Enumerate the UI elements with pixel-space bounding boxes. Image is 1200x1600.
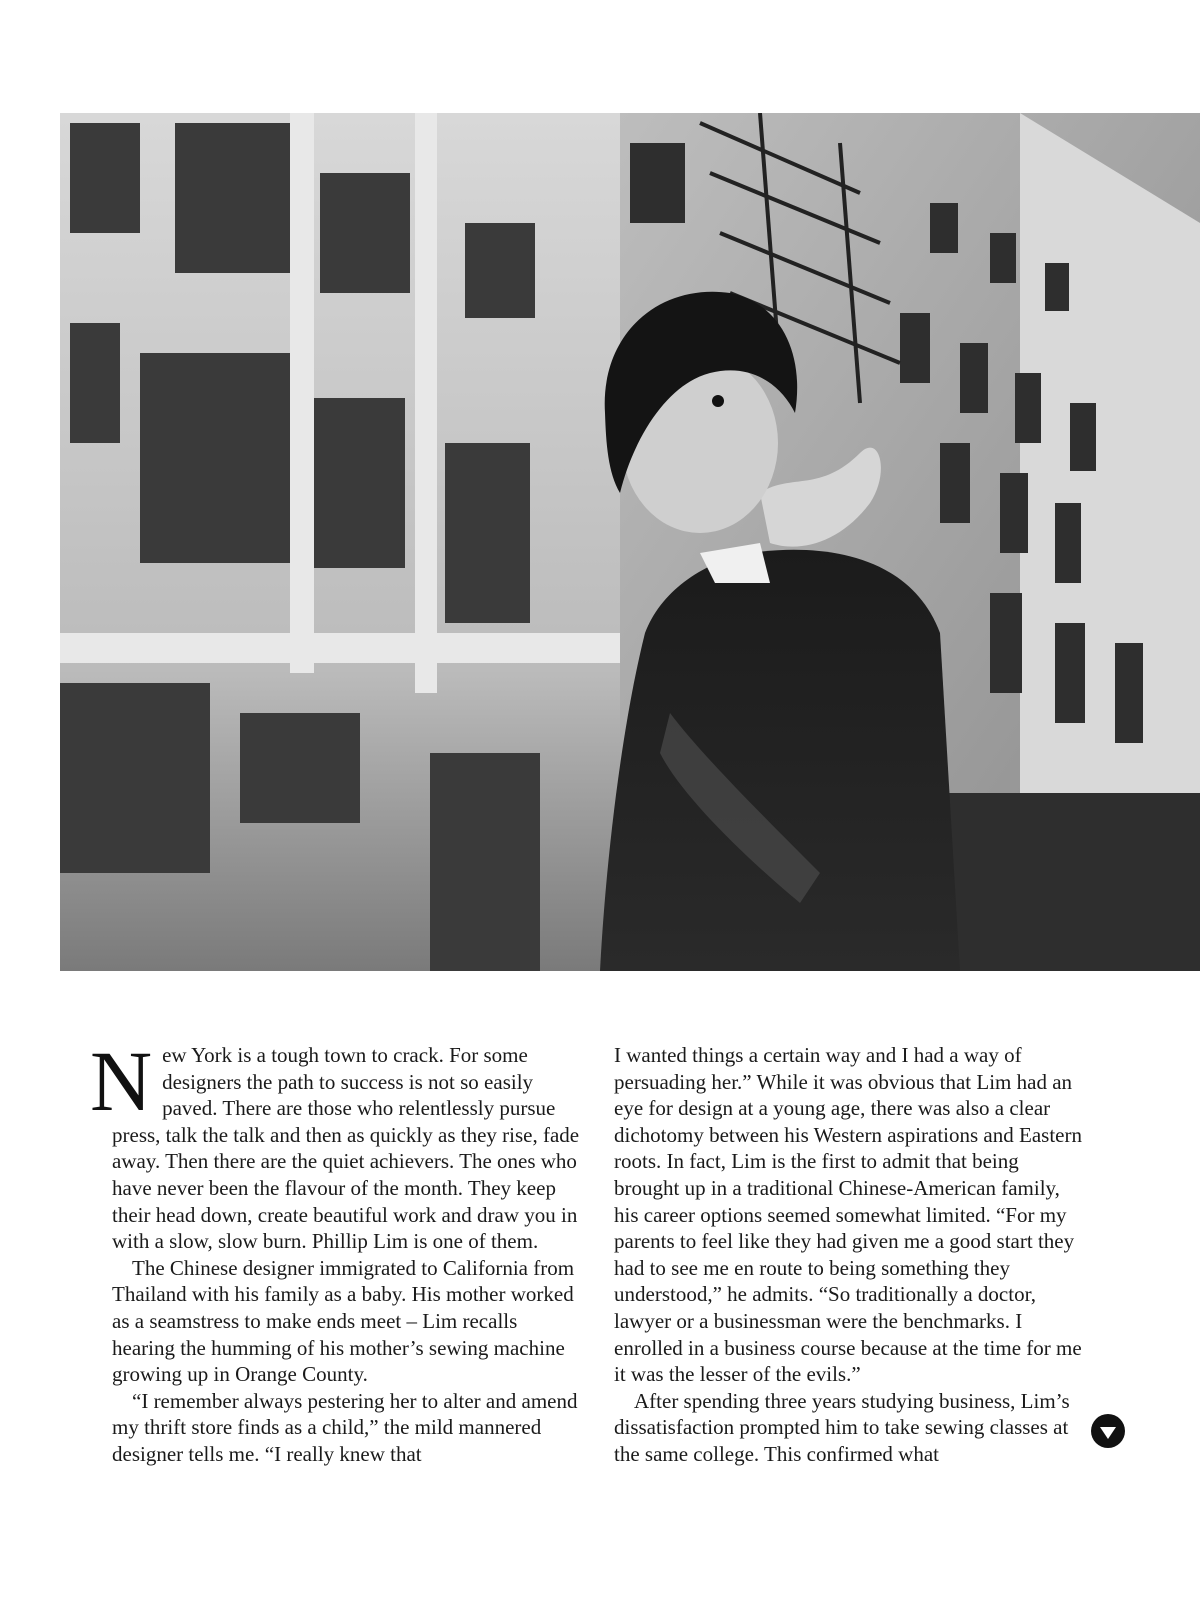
paragraph-3: “I remember always pestering her to alter and amend my thrift store finds as a child,” the mild mannered designer tells me. “I really knew that	[112, 1388, 578, 1466]
paragraph-1-text: ew York is a tough town to crack. For some designers the path to success is not so easily paved. There are those who relentlessly pursue press, talk the talk and then as quickly as they rise, fade away. Then there are the quiet achievers. The ones who have never been the flavour of the month. They keep their head down, create beautiful work and draw you in with a slow, slow burn. Phillip Lim is one of them.	[112, 1043, 580, 1254]
paragraph-5: After spending three years studying business, Lim’s dissatisfaction prompted him to take sewing classes at the same college. This confirmed what	[614, 1388, 1070, 1466]
chevron-down-icon	[1100, 1427, 1116, 1439]
paragraph-1	[90, 1033, 580, 1255]
article-column-right	[614, 1042, 1082, 1468]
next-page-button[interactable]	[1091, 1414, 1125, 1448]
drop-cap: N	[90, 1033, 153, 1129]
hero-photo	[60, 113, 1200, 971]
paragraph-4: I wanted things a certain way and I had a way of persuading her.” While it was obvious that Lim had an eye for design at a young age, there was also a clear dichotomy between his Western aspirations and Eastern roots. In fact, Lim is the first to admit that being brought up in a traditional Chinese-American family, his career options seemed somewhat limited. “For my parents to feel like they had given me a good start they had to see me en route to being something they understood,” he admits. “So traditionally a doctor, lawyer or a businessman were the benchmarks. I enrolled in a business course because at the time for me it was the lesser of the evils.”	[614, 1043, 1082, 1387]
paragraph-2: The Chinese designer immigrated to California from Thailand with his family as a baby. His mother worked as a seamstress to make ends meet – Lim recalls hearing the humming of his mother’s sewing machine growing up in Orange County.	[112, 1255, 575, 1387]
article-column-left	[90, 1033, 580, 1468]
street-portrait-photo	[60, 113, 1200, 971]
